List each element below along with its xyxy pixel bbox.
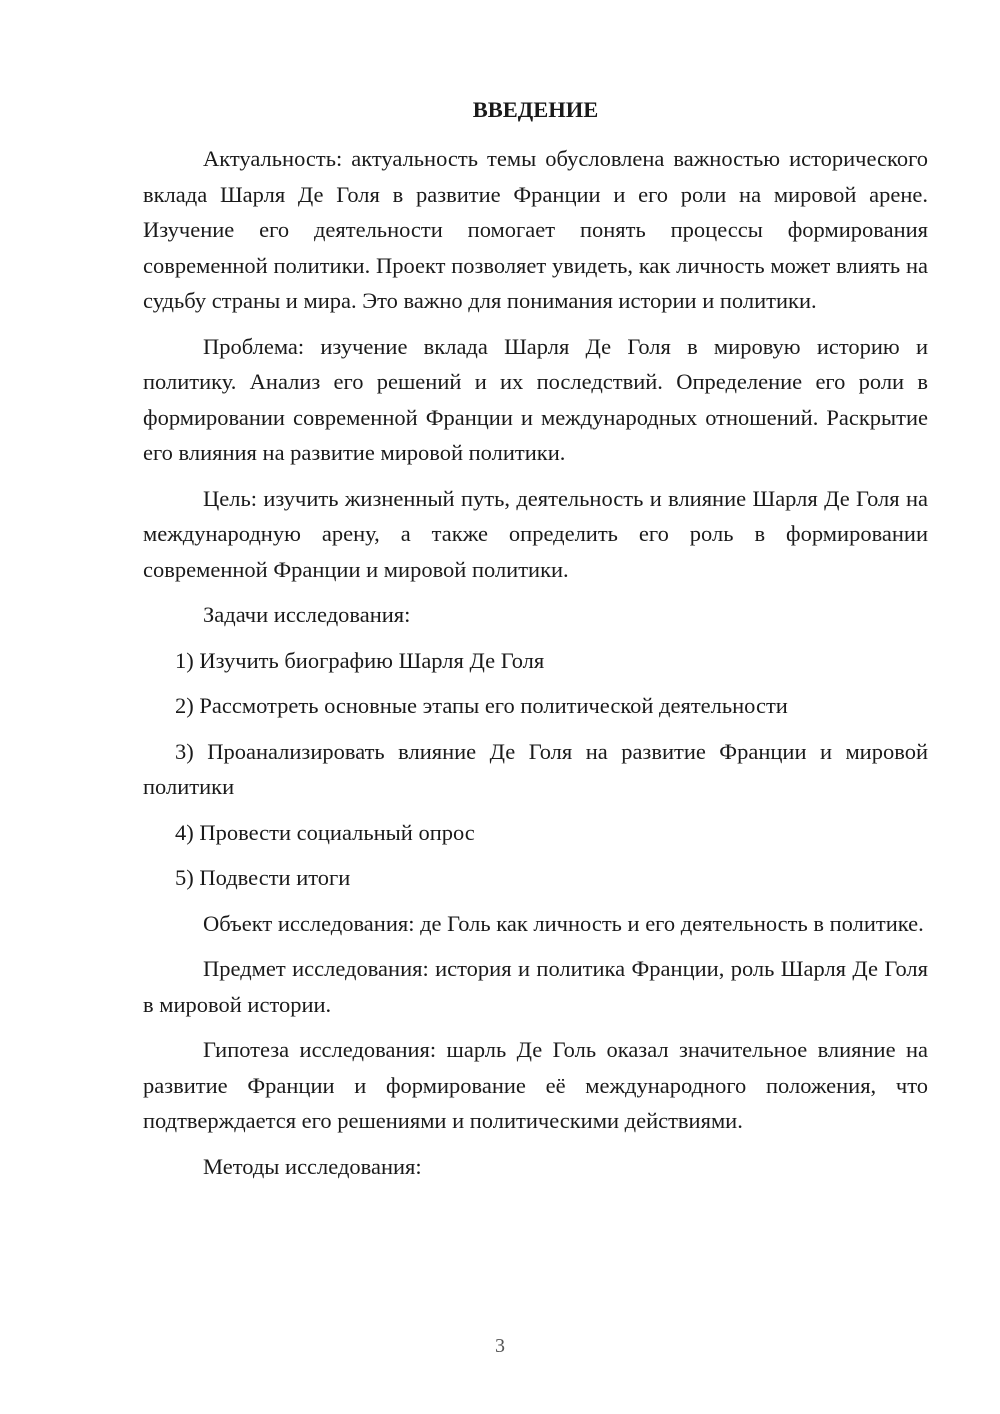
paragraph-subject: Предмет исследования: история и политика Франции, роль Шарля Де Голя в мировой истории. [143, 956, 928, 1017]
paragraph-goal: Цель: изучить жизненный путь, деятельность и влияние Шарля Де Голя на международную арену, а также определить его роль в формировании современной Франции и мировой политики. [143, 485, 928, 582]
page-content [143, 92, 928, 1194]
section-heading: ВВЕДЕНИЕ [472, 97, 599, 122]
paragraph-problem: Проблема: изучение вклада Шарля Де Голя в мировую историю и политику. Анализ его решений и их последствий. Определение его роли в формировании современной Франции и международных отношений. Раскрытие его влияния на развитие мировой политики. [143, 333, 928, 465]
paragraph-object: Объект исследования: де Голь как личность и его деятельность в политике. [203, 910, 924, 936]
task-item-5: 5) Подвести итоги [175, 865, 351, 890]
task-item-3: 3) Проанализировать влияние Де Голя на развитие Франции и мировой политики [143, 738, 928, 799]
paragraph-tasks-intro: Задачи исследования: [203, 602, 411, 627]
paragraph-relevance: Актуальность: актуальность темы обусловлена важностью исторического вклада Шарля Де Голя в развитие Франции и его роли на мировой арене. Изучение его деятельности помогает понять процессы формирования современной политики. Проект позволяет увидеть, как личность может влиять на судьбу страны и мира. Это важно для понимания истории и политики. [143, 146, 928, 313]
paragraph-methods: Методы исследования: [203, 1153, 422, 1179]
paragraph-hypothesis: Гипотеза исследования: шарль Де Голь оказал значительное влияние на развитие Франции и формирование её международного положения, что подтверждается его решениями и политическими действиями. [143, 1037, 928, 1133]
task-item-2: 2) Рассмотреть основные этапы его политической деятельности [175, 693, 788, 718]
page-number: 3 [495, 1335, 505, 1357]
task-item-4: 4) Провести социальный опрос [175, 819, 475, 845]
task-item-1: 1) Изучить биографию Шарля Де Голя [175, 647, 545, 673]
